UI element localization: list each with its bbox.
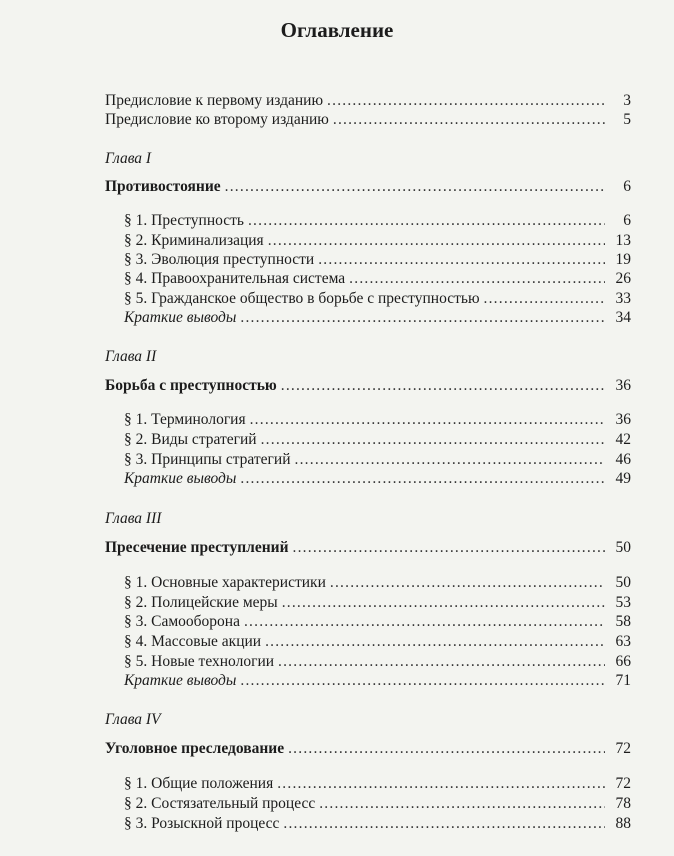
toc-entry-summary bbox=[124, 672, 631, 691]
entry-text: § 3. Самооборона bbox=[124, 613, 240, 630]
toc-entry-chapter bbox=[105, 539, 631, 558]
entry-page: 19 bbox=[615, 251, 631, 268]
toc-entry-summary bbox=[124, 470, 631, 489]
leader-dots bbox=[268, 232, 605, 250]
entry-page: 50 bbox=[615, 539, 631, 556]
toc-entry-section bbox=[124, 815, 631, 834]
leader-dots bbox=[295, 451, 605, 469]
leader-dots bbox=[484, 290, 605, 308]
leader-dots bbox=[282, 594, 605, 612]
leader-dots bbox=[293, 539, 605, 557]
toc-entry-summary bbox=[124, 309, 631, 328]
leader-dots bbox=[277, 775, 605, 793]
entry-text: Борьба с преступностью bbox=[105, 377, 277, 394]
leader-dots bbox=[248, 212, 605, 230]
entry-text: Уголовное преследование bbox=[105, 740, 285, 757]
leader-dots bbox=[333, 111, 605, 129]
entry-text: § 4. Массовые акции bbox=[124, 633, 262, 650]
entry-page: 42 bbox=[615, 431, 631, 448]
entry-text: § 1. Основные характеристики bbox=[124, 574, 326, 591]
entry-text: § 1. Преступность bbox=[124, 212, 244, 229]
entry-text: Предисловие к первому изданию bbox=[105, 92, 324, 109]
toc-entry-preface-1 bbox=[105, 92, 631, 111]
entry-page: 58 bbox=[615, 613, 631, 630]
toc-entry-section bbox=[124, 251, 631, 270]
entry-text: Краткие выводы bbox=[124, 672, 237, 689]
entry-text: Предисловие ко второму изданию bbox=[105, 111, 329, 128]
leader-dots bbox=[225, 178, 605, 196]
entry-text: § 1. Общие положения bbox=[124, 775, 274, 792]
toc-entry-section bbox=[124, 212, 631, 231]
toc-entry-section bbox=[124, 411, 631, 430]
entry-text: § 2. Состязательный процесс bbox=[124, 795, 316, 812]
leader-dots bbox=[261, 431, 605, 449]
entry-text: § 2. Виды стратегий bbox=[124, 431, 257, 448]
entry-text: Краткие выводы bbox=[124, 309, 237, 326]
toc-entry-section bbox=[124, 232, 631, 251]
leader-dots bbox=[319, 795, 605, 813]
entry-page: 46 bbox=[615, 451, 631, 468]
toc-entry-preface-2 bbox=[105, 111, 631, 130]
toc-entry-section bbox=[124, 574, 631, 593]
entry-page: 26 bbox=[615, 270, 631, 287]
entry-page: 33 bbox=[615, 290, 631, 307]
entry-page: 6 bbox=[623, 178, 631, 195]
toc-entry-section bbox=[124, 431, 631, 450]
entry-page: 63 bbox=[615, 633, 631, 650]
entry-page: 6 bbox=[623, 212, 631, 229]
entry-text: § 3. Принципы стратегий bbox=[124, 451, 291, 468]
entry-text: § 5. Новые технологии bbox=[124, 653, 275, 670]
leader-dots bbox=[265, 633, 605, 651]
toc-entry-section bbox=[124, 775, 631, 794]
entry-page: 13 bbox=[615, 232, 631, 249]
entry-text: Противостояние bbox=[105, 178, 221, 195]
entry-page: 71 bbox=[615, 672, 631, 689]
toc-entry-section bbox=[124, 451, 631, 470]
entry-page: 36 bbox=[615, 411, 631, 428]
chapter-label: Глава III bbox=[105, 510, 162, 527]
entry-text: § 2. Полицейские меры bbox=[124, 594, 278, 611]
entry-page: 88 bbox=[615, 815, 631, 832]
entry-page: 34 bbox=[615, 309, 631, 326]
toc-entry-section bbox=[124, 795, 631, 814]
toc-entry-chapter bbox=[105, 377, 631, 396]
entry-text: § 2. Криминализация bbox=[124, 232, 264, 249]
entry-page: 50 bbox=[615, 574, 631, 591]
leader-dots bbox=[240, 470, 605, 488]
entry-text: § 3. Розыскной процесс bbox=[124, 815, 280, 832]
entry-page: 5 bbox=[623, 111, 631, 128]
toc-entry-section bbox=[124, 653, 631, 672]
entry-text: Краткие выводы bbox=[124, 470, 237, 487]
toc-entry-chapter bbox=[105, 740, 631, 759]
leader-dots bbox=[288, 740, 605, 758]
entry-page: 78 bbox=[615, 795, 631, 812]
leader-dots bbox=[278, 653, 605, 671]
leader-dots bbox=[318, 251, 605, 269]
entry-page: 49 bbox=[615, 470, 631, 487]
entry-text: § 4. Правоохранительная система bbox=[124, 270, 346, 287]
toc-entry-section bbox=[124, 613, 631, 632]
entry-text: § 5. Гражданское общество в борьбе с преступностью bbox=[124, 290, 480, 307]
entry-page: 72 bbox=[615, 775, 631, 792]
leader-dots bbox=[240, 672, 605, 690]
toc-entry-section bbox=[124, 594, 631, 613]
leader-dots bbox=[283, 815, 605, 833]
leader-dots bbox=[250, 411, 605, 429]
leader-dots bbox=[349, 270, 605, 288]
chapter-label: Глава II bbox=[105, 348, 157, 365]
entry-text: § 3. Эволюция преступности bbox=[124, 251, 315, 268]
page-title: Оглавление bbox=[280, 18, 394, 42]
leader-dots bbox=[240, 309, 605, 327]
toc-entry-section bbox=[124, 270, 631, 289]
chapter-label: Глава IV bbox=[105, 711, 161, 728]
entry-page: 3 bbox=[623, 92, 631, 109]
entry-page: 53 bbox=[615, 594, 631, 611]
chapter-label: Глава I bbox=[105, 150, 152, 167]
leader-dots bbox=[330, 574, 605, 592]
leader-dots bbox=[281, 377, 605, 395]
entry-text: § 1. Терминология bbox=[124, 411, 246, 428]
entry-page: 36 bbox=[615, 377, 631, 394]
entry-page: 72 bbox=[615, 740, 631, 757]
entry-page: 66 bbox=[615, 653, 631, 670]
entry-text: Пресечение преступлений bbox=[105, 539, 289, 556]
toc-entry-chapter bbox=[105, 178, 631, 197]
leader-dots bbox=[327, 92, 605, 110]
toc-entry-section bbox=[124, 633, 631, 652]
leader-dots bbox=[244, 613, 605, 631]
toc-entry-section bbox=[124, 290, 631, 309]
